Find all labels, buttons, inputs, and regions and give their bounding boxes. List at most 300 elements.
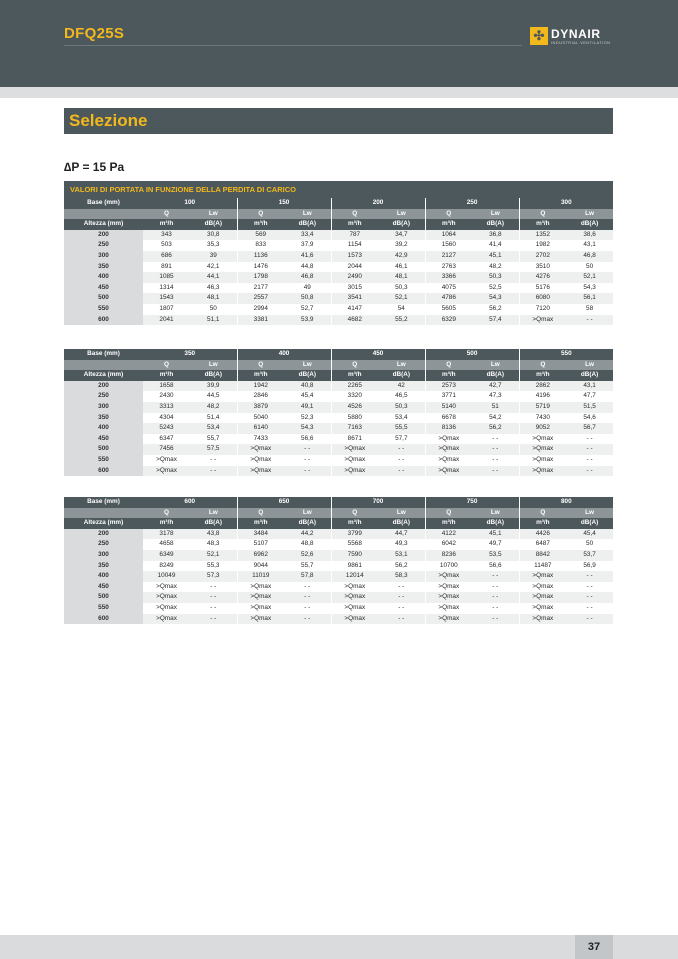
q-value: 6140 (237, 423, 284, 434)
lw-header: Lw (472, 508, 519, 519)
q-value: >Qmax (237, 614, 284, 625)
lw-value: - - (190, 582, 237, 593)
q-value: 5880 (331, 413, 378, 424)
lw-header: Lw (472, 209, 519, 220)
q-lw-label-spacer (64, 508, 143, 519)
lw-value: - - (190, 614, 237, 625)
lw-header: Lw (190, 508, 237, 519)
q-value: 5568 (331, 539, 378, 550)
q-lw-header-row (64, 360, 613, 371)
q-value: 833 (237, 240, 284, 251)
height-value: 500 (64, 592, 143, 603)
q-value: >Qmax (143, 603, 190, 614)
q-value: >Qmax (331, 614, 378, 625)
lw-unit: dB(A) (566, 370, 613, 381)
q-value: >Qmax (331, 603, 378, 614)
height-label: Altezza (mm) (64, 518, 143, 529)
table-row (64, 614, 613, 625)
brand-logo (530, 27, 620, 47)
base-value: 500 (425, 349, 519, 360)
lw-value: 45,4 (566, 529, 613, 540)
lw-value: - - (566, 315, 613, 326)
lw-value: 50,8 (284, 293, 331, 304)
q-value: 4304 (143, 413, 190, 424)
lw-value: - - (190, 603, 237, 614)
lw-unit: dB(A) (566, 518, 613, 529)
q-lw-header-row (64, 209, 613, 220)
lw-value: 44,1 (190, 272, 237, 283)
lw-value: 44,7 (378, 529, 425, 540)
height-value: 250 (64, 240, 143, 251)
table-row (64, 539, 613, 550)
q-value: 2041 (143, 315, 190, 326)
lw-value: 39,2 (378, 240, 425, 251)
q-header: Q (143, 209, 190, 220)
lw-value: 58 (566, 304, 613, 315)
q-value: 3381 (237, 315, 284, 326)
q-unit: m³/h (425, 370, 472, 381)
q-value: >Qmax (237, 466, 284, 477)
q-value: 5140 (425, 402, 472, 413)
q-value: 2763 (425, 262, 472, 273)
q-unit: m³/h (237, 518, 284, 529)
base-label: Base (mm) (64, 497, 143, 508)
base-value: 550 (519, 349, 613, 360)
table-row (64, 413, 613, 424)
lw-header: Lw (378, 508, 425, 519)
q-value: 6080 (519, 293, 566, 304)
q-value: 503 (143, 240, 190, 251)
q-value: 3771 (425, 391, 472, 402)
lw-value: 55,7 (284, 561, 331, 572)
q-value: 2490 (331, 272, 378, 283)
q-value: 1476 (237, 262, 284, 273)
base-value: 100 (143, 198, 237, 209)
table-row (64, 230, 613, 241)
lw-value: 49 (284, 283, 331, 294)
lw-value: - - (566, 571, 613, 582)
lw-unit: dB(A) (284, 219, 331, 230)
q-value: 5040 (237, 413, 284, 424)
q-value: 3320 (331, 391, 378, 402)
table-row (64, 571, 613, 582)
q-value: 8249 (143, 561, 190, 572)
lw-value: - - (472, 571, 519, 582)
lw-value: - - (284, 466, 331, 477)
height-label: Altezza (mm) (64, 219, 143, 230)
q-value: 3879 (237, 402, 284, 413)
q-value: 6349 (143, 550, 190, 561)
lw-value: 33,4 (284, 230, 331, 241)
lw-value: - - (284, 603, 331, 614)
q-value: >Qmax (519, 571, 566, 582)
q-lw-header-row (64, 508, 613, 519)
lw-unit: dB(A) (378, 219, 425, 230)
q-unit: m³/h (143, 219, 190, 230)
lw-value: 46,3 (190, 283, 237, 294)
q-value: 1543 (143, 293, 190, 304)
table-row (64, 272, 613, 283)
q-header: Q (237, 360, 284, 371)
lw-value: - - (284, 592, 331, 603)
table-row (64, 582, 613, 593)
q-value: 6347 (143, 434, 190, 445)
q-value: >Qmax (331, 582, 378, 593)
table-row (64, 423, 613, 434)
q-value: 3484 (237, 529, 284, 540)
table-row (64, 315, 613, 326)
q-value: >Qmax (425, 614, 472, 625)
document-code: DFQ25S (64, 25, 125, 42)
lw-value: - - (472, 455, 519, 466)
q-value: 9052 (519, 423, 566, 434)
lw-value: 52,6 (284, 550, 331, 561)
lw-value: 51,4 (190, 413, 237, 424)
base-value: 200 (331, 198, 425, 209)
q-value: 2702 (519, 251, 566, 262)
lw-value: - - (566, 582, 613, 593)
section-header (64, 108, 613, 134)
q-value: 5719 (519, 402, 566, 413)
q-header: Q (425, 508, 472, 519)
lw-value: - - (566, 444, 613, 455)
q-value: >Qmax (425, 571, 472, 582)
q-value: >Qmax (519, 582, 566, 593)
lw-value: 43,1 (566, 381, 613, 392)
lw-value: 39,9 (190, 381, 237, 392)
section-title: Selezione (69, 111, 148, 130)
lw-value: - - (566, 614, 613, 625)
lw-value: 48,2 (472, 262, 519, 273)
q-value: 6678 (425, 413, 472, 424)
height-value: 250 (64, 391, 143, 402)
height-value: 350 (64, 262, 143, 273)
q-value: >Qmax (237, 455, 284, 466)
units-row (64, 219, 613, 230)
lw-value: 49,3 (378, 539, 425, 550)
lw-value: - - (566, 466, 613, 477)
flow-table-1 (64, 198, 613, 325)
lw-value: 42 (378, 381, 425, 392)
q-value: 4196 (519, 391, 566, 402)
base-value: 450 (331, 349, 425, 360)
lw-header: Lw (284, 360, 331, 371)
lw-value: - - (284, 582, 331, 593)
lw-unit: dB(A) (190, 219, 237, 230)
lw-value: 43,8 (190, 529, 237, 540)
lw-value: 47,3 (472, 391, 519, 402)
q-value: 3510 (519, 262, 566, 273)
q-header: Q (519, 209, 566, 220)
q-value: 10049 (143, 571, 190, 582)
lw-value: 55,7 (190, 434, 237, 445)
table-row (64, 466, 613, 477)
lw-value: 56,9 (566, 561, 613, 572)
q-value: 4682 (331, 315, 378, 326)
lw-header: Lw (566, 508, 613, 519)
lw-header: Lw (190, 209, 237, 220)
q-value: 1560 (425, 240, 472, 251)
height-value: 400 (64, 571, 143, 582)
q-value: 686 (143, 251, 190, 262)
q-value: >Qmax (331, 444, 378, 455)
brand-tagline: INDUSTRIAL VENTILATION (551, 40, 611, 45)
q-value: >Qmax (519, 434, 566, 445)
lw-value: - - (190, 592, 237, 603)
lw-value: 54 (378, 304, 425, 315)
q-value: >Qmax (331, 466, 378, 477)
q-value: >Qmax (425, 603, 472, 614)
table-row (64, 391, 613, 402)
q-unit: m³/h (519, 518, 566, 529)
base-label: Base (mm) (64, 349, 143, 360)
fan-glyph-icon: ✣ (533, 28, 545, 43)
lw-header: Lw (566, 209, 613, 220)
lw-header: Lw (378, 360, 425, 371)
q-value: 4075 (425, 283, 472, 294)
q-value: 1658 (143, 381, 190, 392)
base-value: 650 (237, 497, 331, 508)
lw-value: - - (284, 455, 331, 466)
lw-value: 52,1 (190, 550, 237, 561)
q-value: 1136 (237, 251, 284, 262)
q-value: 2127 (425, 251, 472, 262)
q-value: 5107 (237, 539, 284, 550)
q-value: 6487 (519, 539, 566, 550)
lw-value: 51 (472, 402, 519, 413)
q-value: 2994 (237, 304, 284, 315)
q-value: 8671 (331, 434, 378, 445)
table-row (64, 592, 613, 603)
q-header: Q (519, 360, 566, 371)
lw-unit: dB(A) (472, 370, 519, 381)
lw-value: - - (284, 614, 331, 625)
q-unit: m³/h (331, 518, 378, 529)
q-value: 7433 (237, 434, 284, 445)
lw-value: 54,2 (472, 413, 519, 424)
q-value: 6962 (237, 550, 284, 561)
lw-value: - - (472, 582, 519, 593)
lw-value: 52,1 (566, 272, 613, 283)
brand-name: DYNAIR (551, 27, 601, 41)
q-value: >Qmax (237, 444, 284, 455)
q-value: 12014 (331, 571, 378, 582)
q-unit: m³/h (425, 518, 472, 529)
height-value: 400 (64, 423, 143, 434)
height-value: 550 (64, 455, 143, 466)
lw-value: 48,8 (284, 539, 331, 550)
flow-table-3 (64, 497, 613, 624)
lw-value: - - (378, 455, 425, 466)
lw-value: 54,6 (566, 413, 613, 424)
lw-value: 55,5 (378, 423, 425, 434)
lw-value: 40,8 (284, 381, 331, 392)
q-value: 10700 (425, 561, 472, 572)
q-header: Q (237, 508, 284, 519)
table-row (64, 283, 613, 294)
lw-value: 44,5 (190, 391, 237, 402)
lw-value: 54,3 (472, 293, 519, 304)
q-value: 7430 (519, 413, 566, 424)
q-value: 11487 (519, 561, 566, 572)
lw-value: 57,8 (284, 571, 331, 582)
lw-value: - - (472, 466, 519, 477)
lw-value: 36,8 (472, 230, 519, 241)
units-row (64, 370, 613, 381)
lw-header: Lw (284, 508, 331, 519)
q-value: 4122 (425, 529, 472, 540)
q-value: 1573 (331, 251, 378, 262)
height-value: 600 (64, 315, 143, 326)
base-value: 250 (425, 198, 519, 209)
lw-value: 30,8 (190, 230, 237, 241)
table-row (64, 444, 613, 455)
base-label: Base (mm) (64, 198, 143, 209)
q-value: >Qmax (143, 582, 190, 593)
q-value: 7590 (331, 550, 378, 561)
lw-value: 56,1 (566, 293, 613, 304)
lw-value: 50 (190, 304, 237, 315)
base-row (64, 497, 613, 508)
lw-value: 44,8 (284, 262, 331, 273)
q-value: 2557 (237, 293, 284, 304)
q-value: 891 (143, 262, 190, 273)
q-lw-label-spacer (64, 209, 143, 220)
lw-value: 45,1 (472, 529, 519, 540)
lw-value: 35,3 (190, 240, 237, 251)
q-value: >Qmax (519, 315, 566, 326)
height-value: 300 (64, 550, 143, 561)
lw-value: - - (378, 614, 425, 625)
q-value: 4526 (331, 402, 378, 413)
q-value: 6042 (425, 539, 472, 550)
q-header: Q (425, 360, 472, 371)
lw-header: Lw (284, 209, 331, 220)
lw-value: 38,6 (566, 230, 613, 241)
table-row (64, 402, 613, 413)
q-value: >Qmax (143, 592, 190, 603)
lw-value: 46,8 (284, 272, 331, 283)
lw-value: - - (378, 592, 425, 603)
lw-value: 50 (566, 539, 613, 550)
lw-value: 52,5 (472, 283, 519, 294)
units-row (64, 518, 613, 529)
q-value: 1942 (237, 381, 284, 392)
height-value: 200 (64, 529, 143, 540)
height-value: 600 (64, 466, 143, 477)
q-unit: m³/h (143, 370, 190, 381)
lw-value: 53,1 (378, 550, 425, 561)
lw-value: 41,4 (472, 240, 519, 251)
q-value: 9861 (331, 561, 378, 572)
table-row (64, 529, 613, 540)
lw-unit: dB(A) (378, 370, 425, 381)
lw-value: 56,2 (472, 304, 519, 315)
pressure-label: ∆P = 15 Pa (64, 160, 125, 174)
q-value: 7163 (331, 423, 378, 434)
q-value: 4658 (143, 539, 190, 550)
lw-value: - - (472, 444, 519, 455)
q-value: 5605 (425, 304, 472, 315)
lw-value: 55,3 (190, 561, 237, 572)
height-value: 550 (64, 603, 143, 614)
q-value: >Qmax (519, 603, 566, 614)
q-value: 3366 (425, 272, 472, 283)
lw-value: 57,7 (378, 434, 425, 445)
lw-value: 52,1 (378, 293, 425, 304)
q-unit: m³/h (237, 219, 284, 230)
q-value: 8136 (425, 423, 472, 434)
lw-value: 53,5 (472, 550, 519, 561)
q-value: 1314 (143, 283, 190, 294)
lw-value: - - (472, 614, 519, 625)
lw-value: 48,1 (190, 293, 237, 304)
lw-value: 43,1 (566, 240, 613, 251)
lw-value: 42,1 (190, 262, 237, 273)
lw-value: 50 (566, 262, 613, 273)
lw-value: 57,4 (472, 315, 519, 326)
q-unit: m³/h (519, 219, 566, 230)
lw-value: 44,2 (284, 529, 331, 540)
q-value: 1982 (519, 240, 566, 251)
q-value: >Qmax (237, 603, 284, 614)
base-row (64, 198, 613, 209)
q-value: >Qmax (519, 466, 566, 477)
q-value: 2573 (425, 381, 472, 392)
q-value: >Qmax (519, 455, 566, 466)
lw-value: 34,7 (378, 230, 425, 241)
q-value: 6329 (425, 315, 472, 326)
lw-unit: dB(A) (284, 518, 331, 529)
lw-value: 50,3 (472, 272, 519, 283)
lw-value: 56,2 (472, 423, 519, 434)
lw-value: 56,2 (378, 561, 425, 572)
flow-table-2 (64, 349, 613, 476)
base-value: 750 (425, 497, 519, 508)
q-value: 8236 (425, 550, 472, 561)
height-value: 250 (64, 539, 143, 550)
lw-value: 56,6 (284, 434, 331, 445)
base-value: 150 (237, 198, 331, 209)
table-row (64, 251, 613, 262)
q-value: 1154 (331, 240, 378, 251)
q-value: >Qmax (425, 592, 472, 603)
table-row (64, 455, 613, 466)
page-number-box (575, 935, 613, 959)
lw-value: 54,3 (566, 283, 613, 294)
lw-value: - - (378, 444, 425, 455)
table-row (64, 381, 613, 392)
lw-value: 48,3 (190, 539, 237, 550)
q-header: Q (519, 508, 566, 519)
q-header: Q (331, 360, 378, 371)
q-value: 2044 (331, 262, 378, 273)
q-value: 787 (331, 230, 378, 241)
q-value: >Qmax (425, 434, 472, 445)
base-value: 800 (519, 497, 613, 508)
height-value: 450 (64, 283, 143, 294)
height-value: 200 (64, 230, 143, 241)
lw-value: 45,1 (472, 251, 519, 262)
lw-value: - - (472, 592, 519, 603)
lw-value: 50,3 (378, 402, 425, 413)
table-row (64, 240, 613, 251)
height-value: 350 (64, 561, 143, 572)
height-value: 600 (64, 614, 143, 625)
q-value: 569 (237, 230, 284, 241)
q-value: 2846 (237, 391, 284, 402)
q-value: 1798 (237, 272, 284, 283)
